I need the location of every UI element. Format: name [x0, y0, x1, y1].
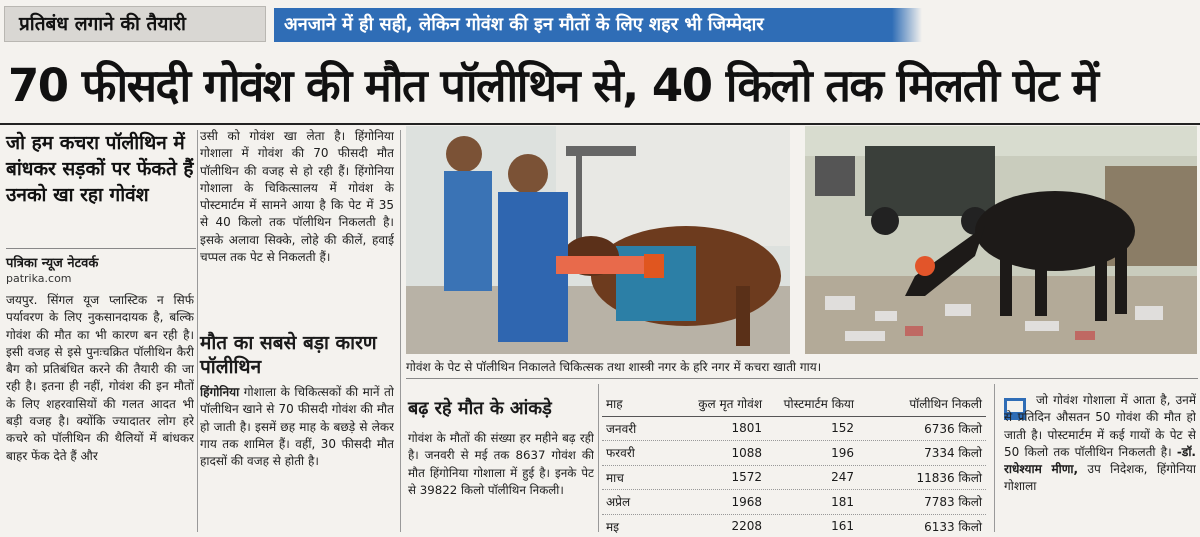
month-cell: मइ [606, 519, 620, 534]
header-cell: कुल मृत गोवंश [698, 397, 762, 412]
column-divider [994, 384, 995, 532]
photo-caption: गोवंश के पेट से पॉलीथिन निकालते चिकित्सक तथा शास्त्री नगर के हरि नगर में कचरा खाती गाय। [406, 360, 822, 374]
headline: 70 फीसदी गोवंश की मौत पॉलीथिन से, 40 किलो तक मिलती पेट में [8, 59, 1098, 112]
section-heading-cause: मौत का सबसे बड़ा कारण पॉलीथिन [200, 332, 377, 378]
column-divider [197, 130, 198, 532]
polythene-cell: 6736 किलो [924, 421, 982, 436]
postmortem-cell: 196 [831, 445, 854, 460]
section-text: गोशाला के चिकित्सकों की मानें तो पॉलीथिन खाने से 70 फीसदी गोवंश की मौत हो जाती है। इसमें छह माह के बछड़े से लेकर गाय तक शामिल हैं। वहीं, 30 फीसदी मौत हादसों की वजह से होती है। [200, 385, 394, 469]
section-kicker: प्रतिबंध लगाने की तैयारी [4, 6, 266, 42]
caption-rule [406, 378, 1198, 379]
month-cell: अप्रेल [606, 495, 631, 510]
quote-text [1004, 392, 1196, 496]
polythene-cell: 11836 किलो [916, 470, 982, 485]
column-divider [598, 384, 599, 532]
month-cell: माच [606, 470, 624, 485]
article-column-2b [200, 384, 394, 532]
deaths-cell: 1801 [731, 421, 762, 436]
month-cell: जनवरी [606, 421, 637, 436]
postmortem-cell: 161 [831, 519, 854, 534]
section-heading-stats: बढ़ रहे मौत के आंकड़े [408, 398, 552, 419]
postmortem-cell: 152 [831, 421, 854, 436]
table-row [602, 441, 986, 466]
photo-doctor-cow [406, 126, 790, 354]
article-column-2: उसी को गोवंश खा लेता है। हिंगोनिया गोशाला में गोवंश की 70 फीसदी मौत पॉलीथिन की वजह से हो रही हैं। हिंगोनिया गोशाला के चिकित्सालय में गोवंश के पोस्टमार्टम में सामने आया है कि पेट में 35 से 40 किलो तक पॉलीथिन निकलती है। इसके अलावा सिक्के, लोहे की कीलें, हवाई चप्पल तक पेट से निकलती हैं। [200, 129, 394, 265]
byline-name: पत्रिका न्यूज नेटवर्क [6, 256, 99, 271]
deaths-cell: 1968 [731, 494, 762, 509]
postmortem-cell: 247 [831, 470, 854, 485]
quote-body: जो गोवंश गोशाला में आता है, उनमें से प्रतिदिन औसतन 50 गोवंश की मौत हो जाती है। पोस्टमार्टम में कई गायों के पेट से 50 किलो तक पॉलीथिन निकलती है। [1004, 393, 1196, 459]
top-banner: अनजाने में ही सही, लेकिन गोवंश की इन मौतों के लिए शहर भी जिम्मेदार [274, 8, 922, 42]
month-cell: फरवरी [606, 446, 635, 461]
quote-author-title: उप निदेशक, हिंगोनिया गोशाला [1004, 462, 1196, 494]
sub-headline: जो हम कचरा पॉलीथिन में बांधकर सड़कों पर फेंकते हैं उनको खा रहा गोवंश [6, 132, 194, 206]
byline [6, 248, 196, 285]
deaths-cell: 1088 [731, 445, 762, 460]
quote-author: -डॉ. राधेश्याम मीणा, [1004, 444, 1196, 477]
polythene-cell: 6133 किलो [924, 519, 982, 534]
stats-intro-text: गोवंश के मौतों की संख्या हर महीने बढ़ रही है। जनवरी से मई तक 8637 गोवंश की मौत हिंगोनिया गोशाला में हुई है। इनके पेट से 39822 किलो पॉलीथिन निकली। [408, 431, 594, 497]
polythene-cell: 7334 किलो [924, 446, 982, 461]
photo-illustration [805, 126, 1197, 354]
stats-table [602, 392, 986, 537]
column-divider [400, 130, 401, 532]
polythene-cell: 7783 किलो [924, 495, 982, 510]
postmortem-cell: 181 [831, 494, 854, 509]
byline-site: patrika.com [6, 272, 72, 285]
deaths-cell: 1572 [731, 470, 762, 485]
headline-rule [0, 123, 1200, 125]
photo-illustration [406, 126, 790, 354]
expert-quote [1004, 392, 1196, 532]
header-cell: पोस्टमार्टम किया [783, 397, 854, 412]
table-row [602, 417, 986, 442]
stats-header-row [602, 392, 986, 417]
deaths-cell: 2208 [731, 519, 762, 534]
lead-word: हिंगोनिया [200, 385, 240, 399]
header-cell: माह [606, 397, 623, 412]
article-column-1: जयपुर. सिंगल यूज प्लास्टिक न सिर्फ पर्यावरण के लिए नुकसानदायक है, बल्कि गोवंश की मौत का भी कारण बन रही है। इसी वजह से इसे पुनःचक्रित पॉलीथिन कैरी बैग को प्रतिबंधित करने की तैयारी की जा रही है। इतना ही नहीं, गोवंश की इन मौतों के लिए शहरवासियों की गलत आदत भी बड़ी वजह है। क्योंकि ज्यादातर लोग हरे कचरे को पॉलीथिन की थैलियों में बांधकर बाहर फेंक देते हैं और [6, 293, 194, 463]
table-row [602, 466, 986, 491]
header-cell: पॉलीथिन निकली [909, 397, 982, 412]
table-row [602, 490, 986, 515]
photo-cow-garbage [805, 126, 1197, 354]
table-row [602, 515, 986, 537]
